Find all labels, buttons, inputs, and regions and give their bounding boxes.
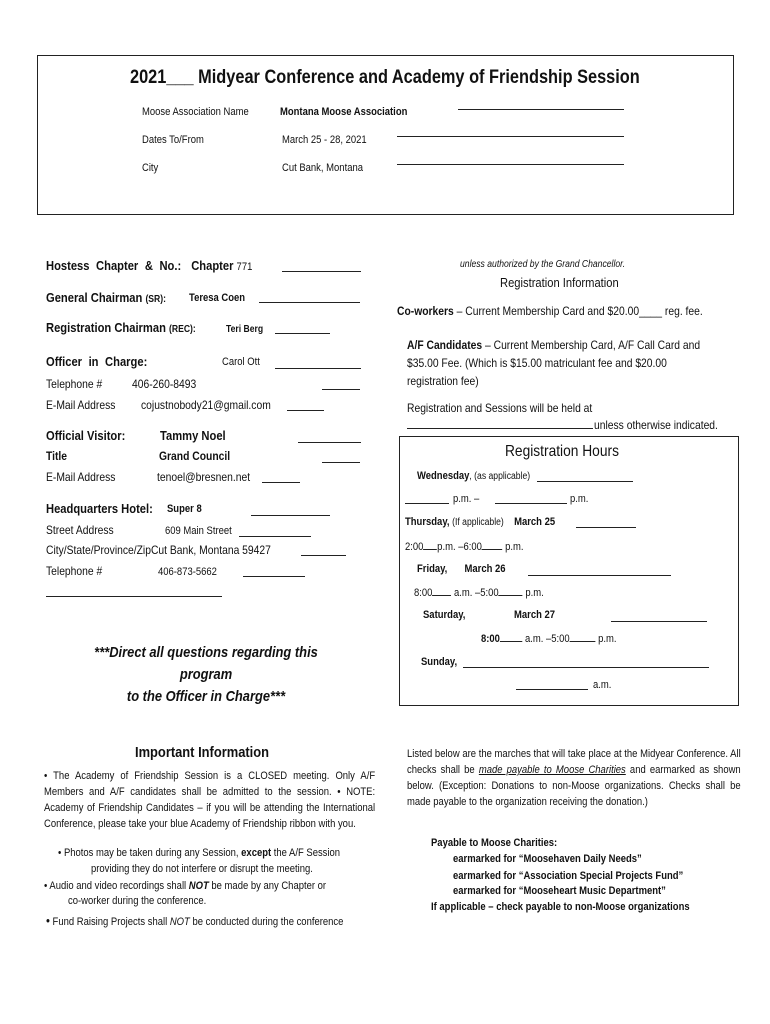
general-row — [46, 290, 186, 305]
hq-value-text: Super 8 — [167, 503, 202, 515]
thu-time-c: p.m. — [505, 541, 524, 553]
important-bullet-2 — [58, 847, 386, 859]
officer-phone-value[interactable] — [132, 377, 207, 391]
street-value-text: 609 Main Street — [165, 525, 232, 537]
earmark-3-text: earmarked for “Mooseheart Music Department” — [453, 885, 666, 897]
b2-b: except — [241, 847, 272, 859]
officer-phone-label — [46, 377, 111, 391]
marches-paragraph — [407, 746, 770, 810]
wed-pm-text: p.m. – — [453, 493, 480, 505]
important-title-text: Important Information — [135, 744, 270, 761]
wed-pm — [453, 493, 484, 505]
important-bullet-3b — [68, 895, 229, 907]
assoc-value[interactable] — [280, 106, 428, 118]
sunday-label-text: Sunday, — [421, 656, 458, 668]
city-value-text: Cut Bank, Montana — [282, 162, 363, 174]
b4-a: • — [46, 913, 50, 928]
thu-time-b: p.m. –6:00 — [437, 541, 482, 553]
assoc-label-text: Moose Association Name — [142, 106, 249, 118]
officer-value[interactable] — [222, 356, 266, 368]
registration-value-text: Teri Berg — [226, 324, 264, 335]
earmark-4 — [431, 901, 732, 913]
hq-phone-value[interactable] — [158, 566, 227, 578]
officer-label — [46, 354, 164, 369]
assoc-line — [458, 109, 624, 110]
sunday-line — [463, 667, 709, 668]
direct-questions — [46, 642, 366, 708]
saturday-date[interactable] — [514, 609, 562, 621]
wed-pm2-text: p.m. — [570, 493, 589, 505]
title-value[interactable] — [159, 449, 242, 463]
sunday-am-text: a.m. — [593, 679, 612, 691]
sessions-tail — [594, 418, 738, 432]
officer-phone-value-text: 406-260-8493 — [132, 377, 197, 391]
b4-d: be conducted during the conference — [192, 916, 344, 928]
title-line — [322, 462, 360, 463]
important-bullet-3 — [44, 880, 372, 892]
sunday-am — [593, 679, 614, 691]
officer-value-text: Carol Ott — [222, 356, 260, 368]
marches-p1-rest: and earmarked as shown below. (Exception: Donations to non-Moose organizations. Checks shall be made payable to the organization receiving the donation.) — [407, 764, 741, 808]
officer-label-text: Officer in Charge: — [46, 354, 148, 369]
dates-label — [142, 134, 214, 146]
hostess-value[interactable]: 771 — [236, 261, 253, 273]
thu-time-a: 2:00 — [405, 541, 424, 553]
assoc-value-text: Montana Moose Association — [280, 106, 408, 118]
hq-city-text: City/State/Province/ZipCut Bank, Montana 59427 — [46, 543, 271, 557]
registration-rec: (REC): — [169, 324, 196, 335]
wednesday-label: Wednesday — [417, 470, 470, 482]
hq-phone-label — [46, 564, 111, 578]
af-text-1: – Current Membership Card, A/F Call Card and — [485, 338, 701, 352]
wednesday-note: , (as applicable) — [469, 471, 531, 482]
visitor-line — [298, 442, 361, 443]
friday-date[interactable]: March 26 — [464, 563, 506, 575]
earmark-4-text: If applicable – check payable to non-Moose organizations — [431, 901, 690, 913]
street-label — [46, 523, 125, 537]
marches-p1: Listed below are the marches that will take place at the Midyear Conference. All checks shall be — [407, 748, 741, 776]
reg-info-title — [500, 275, 638, 290]
thursday-time[interactable] — [405, 539, 543, 553]
sessions-text — [407, 401, 622, 415]
b2-c: the A/F Session — [273, 847, 341, 859]
coworkers-text: – Current Membership Card and $20.00____ reg. fee. — [456, 304, 703, 318]
hostess-chapter: Chapter — [191, 258, 234, 273]
friday-label: Friday, — [417, 563, 448, 575]
af-text-2: $35.00 Fee. (Which is $15.00 matriculant fee and $20.00 — [407, 356, 667, 370]
af-text-3: registration fee) — [407, 374, 479, 388]
visitor-email-label — [46, 470, 127, 484]
coworkers-label: Co-workers — [397, 304, 454, 318]
sunday-time-line — [516, 689, 588, 690]
hq-value[interactable] — [167, 503, 207, 515]
visitor-email-value-text: tenoel@bresnen.net — [157, 470, 251, 484]
page-title — [130, 67, 723, 89]
hq-phone-line — [243, 576, 305, 577]
general-label: General Chairman — [46, 290, 143, 305]
hostess-line — [282, 271, 361, 272]
hostess-row — [46, 258, 286, 273]
wed-time-line-a — [405, 503, 449, 504]
unless-note-text: unless authorized by the Grand Chancellor. — [460, 259, 626, 270]
important-bullet-1-text: • The Academy of Friendship Session is a CLOSED meeting. Only A/F Members and A/F candidates shall be admitted to the session. • NOTE: Academy of Friendship Candidates – if you will be attending the International Conference, please take your blue Academy of Friendship ribbon with you. — [44, 770, 376, 830]
direct-line-2: to the Officer in Charge*** — [126, 688, 286, 705]
assoc-label — [142, 106, 266, 118]
officer-line — [275, 368, 361, 369]
reg-info-title-text: Registration Information — [500, 275, 619, 290]
direct-line-1: ***Direct all questions regarding this program — [94, 644, 318, 683]
sat-time-c: p.m. — [598, 633, 617, 645]
saturday-line — [611, 621, 707, 622]
hq-line — [251, 515, 330, 516]
page-title-text: 2021___ Midyear Conference and Academy of Friendship Session — [130, 67, 640, 88]
fri-time-a: 8:00 — [414, 587, 433, 599]
friday-line — [528, 575, 671, 576]
city-label — [142, 162, 161, 174]
important-bullet-2b — [91, 863, 349, 875]
af-candidates — [407, 336, 748, 390]
marches-p1-underlined: made payable to Moose Charities — [478, 764, 626, 776]
thursday-note: (If applicable) — [452, 517, 504, 528]
visitor-email-value[interactable] — [157, 470, 265, 484]
general-line — [259, 302, 360, 303]
officer-email-value-text: cojustnobody21@gmail.com — [141, 398, 271, 412]
fri-time-c: p.m. — [525, 587, 544, 599]
saturday-date-text: March 27 — [514, 609, 556, 621]
officer-email-line — [287, 410, 324, 411]
earmark-1 — [453, 853, 672, 865]
coworkers-line — [397, 304, 753, 318]
fri-time-b: a.m. –5:00 — [453, 587, 499, 599]
earmark-2 — [453, 870, 721, 882]
friday-row — [417, 563, 520, 575]
thursday-date[interactable]: March 25 — [514, 516, 556, 528]
city-label-text: City — [142, 162, 159, 174]
thursday-line — [576, 527, 636, 528]
sessions-text-span: Registration and Sessions will be held at — [407, 401, 593, 415]
visitor-email-label-text: E-Mail Address — [46, 470, 116, 484]
wed-pm2 — [570, 493, 591, 505]
important-title — [135, 744, 291, 761]
b2-d: providing they do not interfere or disrupt the meeting. — [91, 863, 313, 875]
thursday-row — [405, 516, 580, 528]
officer-email-value[interactable] — [141, 398, 292, 412]
af-label: A/F Candidates — [407, 338, 483, 352]
visitor-label — [46, 428, 138, 443]
b3-a: • Audio and video recordings shall — [44, 880, 187, 892]
earmark-3 — [453, 885, 701, 897]
unless-note — [460, 259, 652, 270]
important-bullet-4 — [46, 913, 392, 928]
street-line — [239, 536, 311, 537]
payable-title-text: Payable to Moose Charities: — [431, 837, 558, 849]
title-label-text: Title — [46, 449, 68, 463]
hq-city-line — [301, 555, 346, 556]
wednesday-line — [537, 481, 633, 482]
earmark-2-text: earmarked for “Association Special Projects Fund” — [453, 870, 684, 882]
dates-line — [397, 136, 624, 137]
title-value-text: Grand Council — [159, 449, 231, 463]
officer-phone-label-text: Telephone # — [46, 377, 103, 391]
city-line — [397, 164, 624, 165]
street-value[interactable] — [165, 525, 243, 537]
hq-phone-value-text: 406-873-5662 — [158, 566, 217, 578]
sat-time-b: a.m. –5:00 — [524, 633, 570, 645]
b4-c: NOT — [169, 916, 190, 928]
officer-email-label-text: E-Mail Address — [46, 398, 116, 412]
general-value-text: Teresa Coen — [189, 292, 246, 304]
registration-value[interactable] — [226, 324, 269, 335]
hours-title-text: Registration Hours — [505, 443, 619, 460]
registration-line — [275, 333, 330, 334]
visitor-value-text: Tammy Noel — [160, 428, 226, 443]
hq-phone-label-text: Telephone # — [46, 564, 103, 578]
hours-title — [505, 443, 638, 461]
officer-email-label — [46, 398, 127, 412]
sat-time-a: 8:00 — [481, 633, 500, 645]
saturday-label — [423, 609, 472, 621]
general-value[interactable] — [189, 292, 254, 304]
dates-value[interactable] — [282, 134, 380, 146]
hq-city[interactable] — [46, 543, 307, 557]
friday-time[interactable] — [414, 585, 565, 599]
sessions-line — [407, 428, 593, 429]
visitor-email-line — [262, 482, 300, 483]
saturday-time[interactable] — [481, 631, 639, 645]
b2-a: • Photos may be taken during any Session, — [58, 847, 239, 859]
dates-label-text: Dates To/From — [142, 134, 204, 146]
saturday-label-text: Saturday, — [423, 609, 466, 621]
hq-label — [46, 501, 170, 516]
officer-phone-line — [322, 389, 360, 390]
b3-c: be made by any Chapter or — [211, 880, 327, 892]
payable-title — [431, 837, 578, 849]
registration-label: Registration Chairman — [46, 320, 166, 335]
hostess-label: Hostess Chapter & No.: — [46, 258, 182, 273]
visitor-label-text: Official Visitor: — [46, 428, 126, 443]
earmark-1-text: earmarked for “Moosehaven Daily Needs” — [453, 853, 642, 865]
wed-time-line-b — [495, 503, 567, 504]
city-value[interactable] — [282, 162, 376, 174]
important-bullet-1 — [44, 768, 429, 832]
hq-extra-line — [46, 596, 222, 597]
wednesday-row — [417, 470, 549, 482]
b4-b: Fund Raising Projects shall — [52, 916, 168, 928]
title-label — [46, 449, 70, 463]
dates-value-text: March 25 - 28, 2021 — [282, 134, 367, 146]
hq-label-text: Headquarters Hotel: — [46, 501, 153, 516]
b3-b: NOT — [188, 880, 209, 892]
general-sr: (SR): — [145, 294, 166, 305]
street-label-text: Street Address — [46, 523, 114, 537]
registration-row — [46, 320, 220, 335]
visitor-value[interactable] — [160, 428, 236, 443]
b3-d: co-worker during the conference. — [68, 895, 207, 907]
sunday-label — [421, 656, 463, 668]
thursday-label: Thursday, — [405, 516, 450, 528]
sessions-tail-text: unless otherwise indicated. — [594, 418, 718, 432]
